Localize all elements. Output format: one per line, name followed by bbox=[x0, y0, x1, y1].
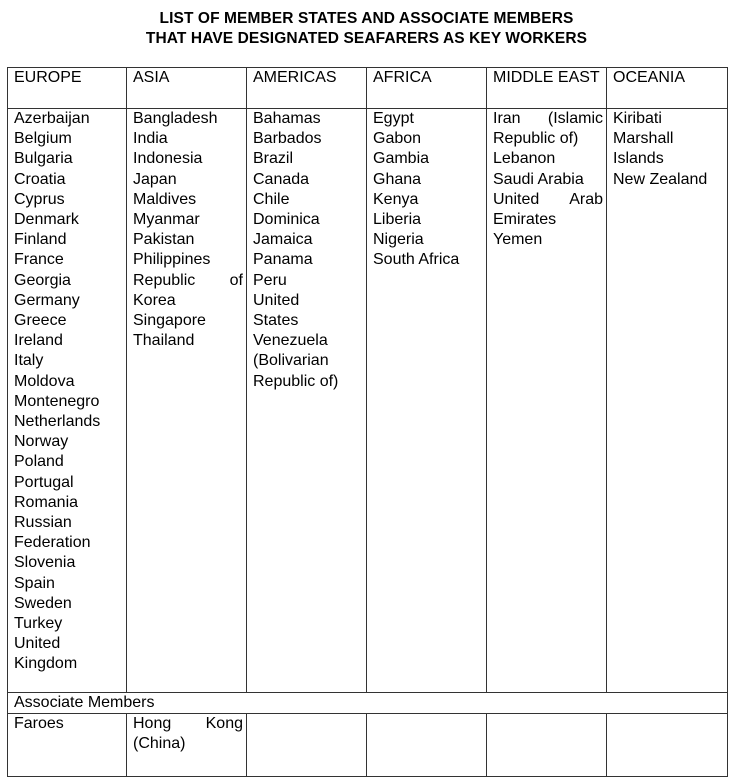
country-name: Sweden bbox=[14, 594, 72, 612]
country-name: Maldives bbox=[133, 190, 197, 208]
country-name: Kenya bbox=[373, 190, 419, 208]
country-name: Bulgaria bbox=[14, 150, 73, 168]
country-name: France bbox=[14, 251, 64, 269]
country-name: Germany bbox=[14, 291, 80, 309]
country-name: Myanmar bbox=[133, 211, 200, 229]
europe-cell bbox=[8, 109, 127, 693]
country-name: Panama bbox=[253, 251, 313, 269]
associate-europe-cell bbox=[8, 714, 127, 777]
country-name: (Islamic bbox=[547, 110, 603, 127]
associate-asia-cell bbox=[127, 714, 247, 777]
europe-list bbox=[14, 109, 123, 675]
country-name: Gabon bbox=[373, 130, 422, 148]
country-name: Pakistan bbox=[133, 231, 195, 249]
country-name: Indonesia bbox=[133, 150, 203, 168]
country-name: Greece bbox=[14, 312, 67, 330]
americas-list bbox=[253, 109, 363, 392]
country-name: United bbox=[253, 291, 300, 309]
middle-east-cell bbox=[487, 109, 607, 693]
country-name: Barbados bbox=[253, 130, 322, 148]
header-oceania: OCEANIA bbox=[607, 68, 728, 109]
title-line-2: THAT HAVE DESIGNATED SEAFARERS AS KEY WORKERS bbox=[145, 30, 588, 47]
country-name: Republic of) bbox=[253, 372, 339, 390]
country-name: Denmark bbox=[14, 211, 79, 229]
country-name: Singapore bbox=[133, 312, 206, 330]
country-name: Gambia bbox=[373, 150, 430, 168]
country-name: Jamaica bbox=[253, 231, 313, 249]
country-name: Belgium bbox=[14, 130, 72, 148]
country-name: Cyprus bbox=[14, 190, 65, 208]
country-name: Islands bbox=[613, 150, 664, 168]
associate-middle-east-cell bbox=[487, 714, 607, 777]
country-name: Georgia bbox=[14, 271, 71, 289]
country-name: Netherlands bbox=[14, 413, 101, 431]
asia-list bbox=[133, 109, 243, 271]
country-name: Slovenia bbox=[14, 554, 76, 572]
country-name: United bbox=[14, 635, 61, 653]
country-name: Peru bbox=[253, 271, 287, 289]
americas-cell bbox=[247, 109, 367, 693]
country-name: Nigeria bbox=[373, 231, 424, 249]
country-name: Venezuela bbox=[253, 332, 328, 350]
country-name: Portugal bbox=[14, 473, 74, 491]
country-name: Emirates bbox=[493, 211, 557, 229]
country-name: Hong bbox=[133, 715, 172, 733]
country-name: Bangladesh bbox=[133, 110, 218, 127]
header-europe: EUROPE bbox=[8, 68, 127, 109]
countries-row bbox=[8, 109, 728, 693]
country-name: Kiribati bbox=[613, 110, 662, 127]
associate-americas-cell bbox=[247, 714, 367, 777]
title-line-1: LIST OF MEMBER STATES AND ASSOCIATE MEMBERS bbox=[159, 10, 574, 27]
country-name: Ghana bbox=[373, 170, 422, 188]
associate-members-label: Associate Members bbox=[8, 693, 728, 714]
country-name: Finland bbox=[14, 231, 67, 249]
country-name: New Zealand bbox=[613, 170, 708, 188]
country-name: United bbox=[493, 190, 540, 208]
middle-east-justified-line-1 bbox=[493, 109, 603, 129]
country-name: Ireland bbox=[14, 332, 63, 350]
associate-members-row bbox=[8, 714, 728, 777]
header-middle-east: MIDDLE EAST bbox=[487, 68, 607, 109]
country-name: Lebanon bbox=[493, 150, 556, 168]
header-row bbox=[8, 68, 728, 109]
asia-cell bbox=[127, 109, 247, 693]
associate-members-header-row bbox=[8, 693, 728, 714]
country-name: Faroes bbox=[14, 715, 64, 733]
country-name: Poland bbox=[14, 453, 64, 471]
country-name: of bbox=[229, 271, 243, 289]
country-name: Brazil bbox=[253, 150, 294, 168]
country-name: Canada bbox=[253, 170, 310, 188]
oceania-cell bbox=[607, 109, 728, 693]
country-name: South Africa bbox=[373, 251, 460, 269]
country-name: (Bolivarian bbox=[253, 352, 329, 370]
country-name: Republic bbox=[133, 271, 196, 289]
country-name: Russian bbox=[14, 514, 72, 532]
document-title bbox=[0, 9, 733, 49]
country-name: Croatia bbox=[14, 170, 66, 188]
country-name: Iran bbox=[493, 110, 521, 127]
country-name: Philippines bbox=[133, 251, 211, 269]
associate-asia-justified-line bbox=[133, 714, 243, 734]
header-americas: AMERICAS bbox=[247, 68, 367, 109]
country-name: States bbox=[253, 312, 299, 330]
country-name: Egypt bbox=[373, 110, 414, 127]
associate-africa-cell bbox=[367, 714, 487, 777]
country-name: Italy bbox=[14, 352, 44, 370]
oceania-list bbox=[613, 109, 724, 190]
country-name: Yemen bbox=[493, 231, 543, 249]
country-name: Korea bbox=[133, 291, 176, 309]
country-name: Montenegro bbox=[14, 392, 100, 410]
middle-east-list-continued bbox=[493, 210, 603, 250]
country-name: Arab bbox=[569, 190, 603, 208]
country-name: Thailand bbox=[133, 332, 195, 350]
member-states-table bbox=[7, 67, 728, 777]
asia-list-continued bbox=[133, 291, 243, 352]
middle-east-list bbox=[493, 129, 603, 190]
country-name: Azerbaijan bbox=[14, 110, 90, 127]
country-name: Turkey bbox=[14, 615, 63, 633]
asia-justified-line bbox=[133, 271, 243, 291]
country-name: Moldova bbox=[14, 372, 75, 390]
africa-list bbox=[373, 109, 483, 271]
country-name: Japan bbox=[133, 170, 177, 188]
country-name: Republic of) bbox=[493, 130, 579, 148]
country-name: Kong bbox=[205, 715, 243, 733]
header-africa: AFRICA bbox=[367, 68, 487, 109]
country-name: Marshall bbox=[613, 130, 674, 148]
country-name: Saudi Arabia bbox=[493, 170, 584, 188]
country-name: Chile bbox=[253, 190, 290, 208]
country-name: Norway bbox=[14, 433, 69, 451]
country-name: Kingdom bbox=[14, 655, 78, 673]
africa-cell bbox=[367, 109, 487, 693]
country-name: Spain bbox=[14, 574, 55, 592]
country-name: (China) bbox=[133, 735, 186, 753]
associate-oceania-cell bbox=[607, 714, 728, 777]
country-name: Romania bbox=[14, 493, 79, 511]
country-name: Bahamas bbox=[253, 110, 321, 127]
country-name: Dominica bbox=[253, 211, 320, 229]
country-name: India bbox=[133, 130, 168, 148]
country-name: Federation bbox=[14, 534, 91, 552]
country-name: Liberia bbox=[373, 211, 422, 229]
middle-east-justified-line-2 bbox=[493, 190, 603, 210]
header-asia: ASIA bbox=[127, 68, 247, 109]
